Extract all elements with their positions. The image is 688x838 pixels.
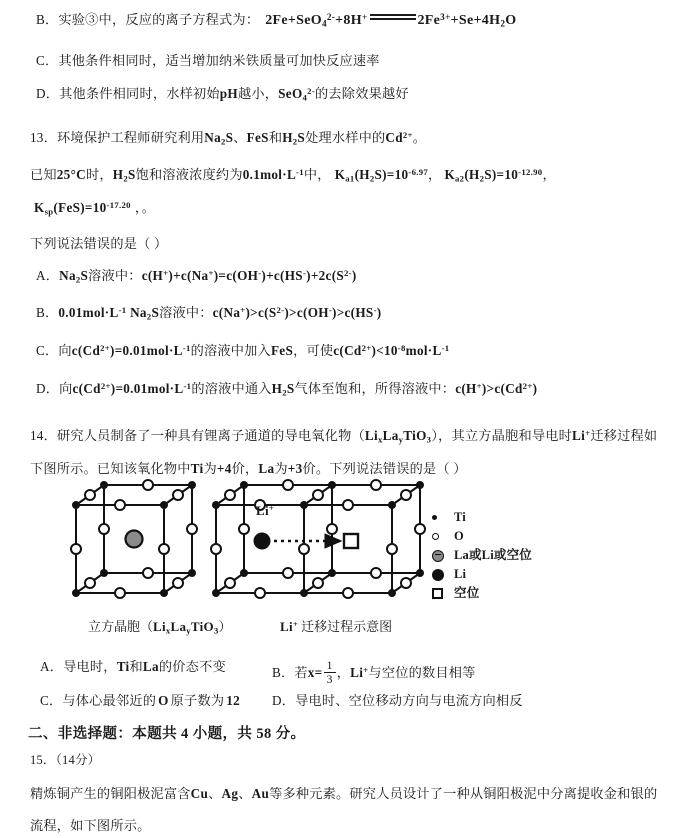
q13-formula-fes: FeS bbox=[246, 130, 269, 145]
q12-option-d-label: D． bbox=[36, 86, 60, 101]
legend-label-vacancy: 空位 bbox=[454, 586, 480, 601]
q13-stem-line1: 13．环境保护工程师研究利用$Na_2S$、FeS和$H_2S$处理水样中的$Cd^{2+}$。 bbox=[30, 130, 427, 147]
q14-number: 14． bbox=[30, 428, 57, 443]
q13-option-b-label: B． bbox=[36, 305, 59, 320]
q13-ka1: $K_{a1}(H_2S)=10^{-6.97}$ bbox=[334, 167, 429, 184]
legend-item-ti bbox=[432, 508, 532, 527]
q13-ksp: $K_{sp}(FeS)=10^{-17.20}$ bbox=[34, 200, 131, 217]
q14-formula-lilatio3: $Li_xLa_yTiO_3$ bbox=[364, 428, 432, 445]
crystal-cells-svg bbox=[0, 478, 688, 618]
q12-option-b bbox=[36, 12, 516, 30]
q13-option-d-label: D． bbox=[36, 381, 60, 396]
q14-option-b: B．若x= $\frac{1}{3}$ ，Li+与空位的数目相等 bbox=[272, 658, 476, 686]
legend-item-la-li-vacancy bbox=[432, 546, 532, 565]
q13-ksp-line: $K_{sp}(FeS)=10^{-17.20}$ ，。 bbox=[34, 200, 155, 217]
legend-item-li bbox=[432, 565, 532, 584]
diagram-li-ion-label: Li+ bbox=[256, 503, 275, 518]
q12-option-b-text: 实验③中，反应的离子方程式为： bbox=[58, 12, 260, 28]
q13-formula-cd: $Cd^{2+}$ bbox=[385, 130, 413, 145]
q13-known-line: 已知25°C时，$H_2S$饱和溶液浓度约为$0.1mol\cdot L^{-1}$中， $K_{a1}(H_2S)=10^{-6.97}$， $K_{a2}(H_2S)=10^{-12.90}$， bbox=[30, 167, 556, 184]
figure-caption-right: Li+ 迁移过程示意图 bbox=[280, 619, 393, 634]
q14-option-d: D．导电时、空位移动方向与电流方向相反 bbox=[272, 693, 523, 708]
q13-formula-na2s: $Na_2S$ bbox=[204, 130, 234, 147]
la-li-vacancy-icon bbox=[432, 550, 454, 562]
legend-label-la-li-vacancy: La或Li或空位 bbox=[454, 548, 532, 563]
reaction-equals-icon bbox=[370, 13, 416, 22]
q13-option-c-label: C． bbox=[36, 343, 59, 358]
q13-prompt: 下列说法错误的是（ ） bbox=[30, 236, 168, 251]
q14-stem-line1: 14．研究人员制备了一种具有锂离子通道的导电氧化物$(Li_xLa_yTiO_3)$，其立方晶胞和导电时Li+迁移过程如 bbox=[30, 428, 658, 445]
section-2-heading: 二、非选择题：本题共 4 小题，共 58 分。 bbox=[28, 726, 306, 742]
ti-dot-icon bbox=[432, 515, 454, 520]
fraction-one-third: $\frac{1}{3}$ bbox=[324, 659, 336, 685]
q12-option-d: D．其他条件相同时，水样初始pH越小，SeO$_4^{2-}$的去除效果越好 bbox=[36, 86, 409, 103]
li-dot-icon bbox=[432, 569, 454, 581]
vacancy-square-icon bbox=[432, 588, 454, 599]
q12-option-c-text: 其他条件相同时，适当增加纳米铁质量可加快反应速率 bbox=[58, 53, 380, 68]
legend-label-ti: Ti bbox=[454, 510, 466, 525]
q12-option-c bbox=[36, 53, 380, 70]
q13-option-d: D．向$c(Cd^{2+})=0.01mol\cdot L^{-1}$的溶液中通入$H_2S$气体至饱和，所得溶液中：$c(H^+)>c(Cd^{2+})$ bbox=[36, 381, 538, 398]
q14-li-ion: Li+ bbox=[572, 428, 591, 443]
crystal-legend bbox=[432, 508, 532, 603]
q13-known-h2s: $H_2S$ bbox=[112, 167, 136, 184]
o-circle-icon bbox=[432, 533, 454, 540]
q13-ka2: $K_{a2}(H_2S)=10^{-12.90}$ bbox=[444, 167, 543, 184]
legend-label-o: O bbox=[454, 529, 464, 544]
q12-option-b-equation: 2Fe+SeO$_4^{2-}$+8H+ $2Fe^{3+}+Se+4H_2O$ bbox=[265, 12, 517, 29]
q12-option-c-label: C． bbox=[36, 53, 59, 68]
figure-caption-left: 立方晶胞$(Li_xLa_yTiO_3)$ bbox=[88, 619, 232, 636]
body-center-la-li-vacancy-atom bbox=[126, 531, 143, 548]
q12-option-b-label: B． bbox=[36, 12, 59, 28]
q15-body-line2: 流程，如下图所示。 bbox=[30, 818, 151, 833]
q15-number-line: 15．（14分） bbox=[30, 753, 101, 767]
vacancy-site-square bbox=[344, 534, 358, 548]
q13-option-a-label: A． bbox=[36, 268, 60, 283]
legend-label-li: Li bbox=[454, 567, 467, 582]
q14-option-a: A．导电时，Ti和La的价态不变 bbox=[40, 659, 226, 674]
q13-option-a: A．$Na_2S$溶液中：$c(H^+)+c(Na^+)=c(OH^-)+c(HS^-)+2c(S^{2-})$ bbox=[36, 268, 357, 285]
q13-formula-h2s: $H_2S$ bbox=[282, 130, 306, 147]
q14-stem-line2: 下图所示。已知该氧化物中Ti为+4价，La为+3价。下列说法错误的是（ ） bbox=[30, 461, 467, 476]
legend-item-o bbox=[432, 527, 532, 546]
legend-item-vacancy bbox=[432, 584, 532, 603]
q13-option-c: C．向$c(Cd^{2+})=0.01mol\cdot L^{-1}$的溶液中加入FeS，可使$c(Cd^{2+})<10^{-8}mol\cdot L^{-1}$ bbox=[36, 343, 450, 358]
q15-body-line1: 精炼铜产生的铜阳极泥富含Cu、Ag、Au等多种元素。研究人员设计了一种从铜阳极泥中分离提收金和银的 bbox=[30, 786, 658, 801]
q14-option-c: C．与体心最邻近的 O 原子数为 12 bbox=[40, 693, 241, 708]
q12-option-d-formula: SeO$_4^{2-}$ bbox=[278, 86, 316, 103]
q13-number: 13． bbox=[30, 130, 57, 145]
migrating-li-atom bbox=[254, 533, 271, 550]
q13-option-b: B．$0.01mol\cdot L^{-1}$ $Na_2S$溶液中：$c(Na^+)>c(S^{2-})>c(OH^-)>c(HS^-)$ bbox=[36, 305, 382, 322]
